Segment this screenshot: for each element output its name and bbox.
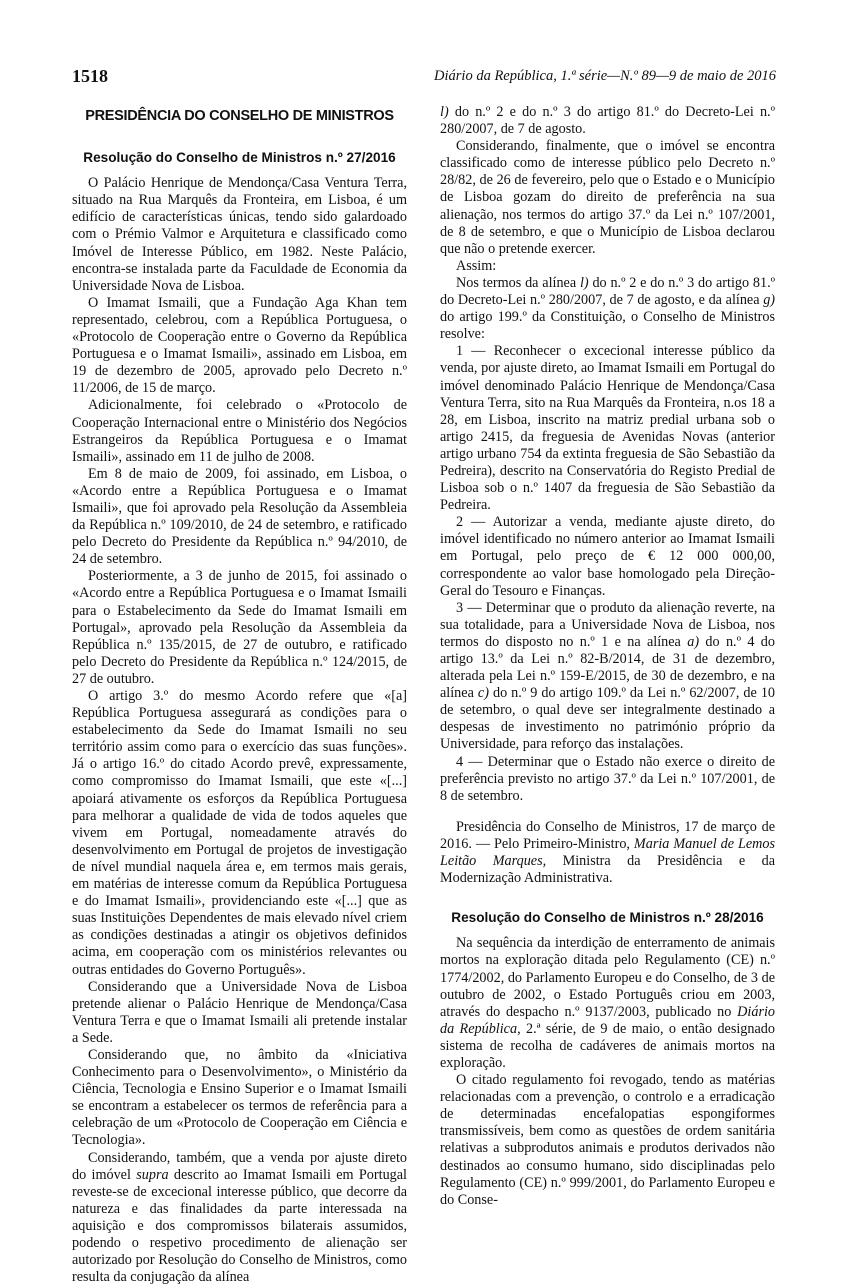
paragraph: O Palácio Henrique de Mendonça/Casa Ventura Terra, situado na Rua Marquês da Fronteira, em Lisboa, é um edifício de características únicas, tendo sido galardoado com o Prémio Valmor e Arquitetura e classificado como Imóvel de Interesse Público, em 1982. Neste Palácio, encontra-se instalada parte da Faculdade de Economia da Universidade Nova de Lisboa. [72, 175, 407, 294]
paragraph: Considerando que, no âmbito da «Iniciativa Conhecimento para o Desenvolvimento», o Ministério da Ciência, Tecnologia e Ensino Superior e o Imamat Ismaili se encontram a estabelecer os termos de referência para a celebração de um «Protocolo de Cooperação em Ciência e Tecnologia». [72, 1046, 407, 1149]
paragraph: O artigo 3.º do mesmo Acordo refere que «[a] República Portuguesa assegurará as condições para o estabelecimento da Sede do Imamat Ismaili no seu território assim como para o exercício das suas funções». Já o artigo 16.º do citado Acordo prevê, expressamente, como compromisso do Imamat Ismaili, que este «[...] apoiará ativamente os esforços da República Portuguesa para melhorar a qualidade de vida de todos aqueles que vivem em Portugal, nomeadamente através do desenvolvimento em Portugal de projetos de investigação de nível mundial naquela área e, em termos mais gerais, em matérias de interesse comum da República Portuguesa e do Imamat Ismaili», providenciando este «[...] que as suas Instituições Dependentes de mais elevado nível criem as condições destinadas a atingir os objetivos definidos acima, em cooperação com os ministérios relevantes ou outras entidades do Governo Português». [72, 688, 407, 978]
resolution-27-title: Resolução do Conselho de Ministros n.º 27/2016 [83, 150, 396, 166]
signature: Presidência do Conselho de Ministros, 17 de março de 2016. — Pelo Primeiro-Ministro, Maria Manuel de Lemos Leitão Marques, Ministra da Presidência e da Modernização Administrativa. [440, 818, 776, 887]
paragraph: Considerando que a Universidade Nova de Lisboa pretende alienar o Palácio Henrique de Mendonça/Casa Ventura Terra e que o Imamat Ismaili ali pretende instalar a Sede. [72, 978, 407, 1046]
legal-basis: Nos termos da alínea l) do n.º 2 e do n.º 3 do artigo 81.º do Decreto-Lei n.º 280/2007, de 7 de agosto, e da alínea g) do artigo 199.º da Constituição, o Conselho de Ministros resolve: [440, 274, 776, 343]
signatory-name: Maria Manuel de Lemos Leitão Marques, [440, 835, 776, 870]
page-number: 1518 [72, 66, 108, 86]
paragraph: Na sequência da interdição de enterramento de animais mortos na exploração ditada pelo Regulamento (CE) n.º 1774/2002, do Parlamento Europeu e do Conselho, de 3 de outubro de 2002, o Estado Português criou em 2003, através do despacho n.º 9137/2003, publicado no Diário da República, 2.ª série, de 9 de maio, o então designado sistema de recolha de cadáveres de animais mortos na exploração. [440, 935, 776, 1071]
paragraph-continuation: l) do n.º 2 e do n.º 3 do artigo 81.º do Decreto-Lei n.º 280/2007, de 7 de agosto. [440, 104, 775, 138]
item-2: 2 — Autorizar a venda, mediante ajuste direto, do imóvel identificado no número anterior ao Imamat Ismaili em Portugal, pelo preço de € 12 000 000,00, correspondente ao valor base homologado pela Direção-Geral do Tesouro e Finanças. [440, 514, 775, 599]
paragraph: O citado regulamento foi revogado, tendo as matérias relacionadas com a prevenção, o controlo e a erradicação de determinadas encefalopatias espongiformes transmissíveis, bem como as questões de ordem sanitária relativas a subprodutos animais e produtos derivados não destinados ao consumo humano, sido disciplinadas pelo Regulamento (CE) n.º 999/2001, do Parlamento Europeu e do Conse- [440, 1072, 775, 1208]
paragraph: O Imamat Ismaili, que a Fundação Aga Khan tem representado, celebrou, com a República Portuguesa, o «Protocolo de Cooperação entre o Governo da República Portuguesa e o Imamat Ismaili», assinado em Lisboa, em 19 de dezembro de 2005, aprovado pelo Decreto n.º 11/2006, de 15 de março. [72, 294, 407, 397]
section-title: PRESIDÊNCIA DO CONSELHO DE MINISTROS [85, 108, 394, 124]
paragraph: Em 8 de maio de 2009, foi assinado, em Lisboa, o «Acordo entre a República Portuguesa e o Imamat Ismaili», que foi aprovado pela Resolução da Assembleia da República n.º 109/2010, de 24 de setembro, e ratificado pelo Decreto do Presidente da República n.º 94/2010, de 24 de setembro. [72, 465, 407, 568]
paragraph: Posteriormente, a 3 de junho de 2015, foi assinado o «Acordo entre a República Portuguesa e o Imamat Ismaili para o Estabelecimento da Sede do Imamat Ismaili em Portugal», aprovado pela Resolução da Assembleia da República n.º 135/2015, de 27 de outubro, e ratificado pelo Decreto do Presidente da República n.º 124/2015, de 27 de outubro. [72, 568, 407, 687]
running-header: Diário da República, 1.ª série—N.º 89—9 de maio de 2016 [434, 68, 776, 84]
paragraph: Considerando, finalmente, que o imóvel se encontra classificado como de interesse público pelo Decreto n.º 28/82, de 26 de fevereiro, pelo que o Estado e o Município de Lisboa gozam do direito de preferência na sua alienação, nos termos do artigo 37.º da Lei n.º 107/2001, de 8 de setembro, e que o Município de Lisboa declarou que não o pretende exercer. [440, 138, 775, 257]
paragraph-continued: Considerando, também, que a venda por ajuste direto do imóvel supra descrito ao Imamat Ismaili em Portugal reveste-se de excecional interesse público, que decorre da natureza e das finalidades da parte interessada na aquisição e dos compromissos bilaterais assumidos, podendo o respetivo procedimento de alienação ser autorizado por Resolução do Conselho de Ministros, como resulta da conjugação da alínea [72, 1149, 407, 1286]
right-column [440, 104, 775, 1209]
assim-label: Assim: [456, 257, 497, 274]
paragraph: Adicionalmente, foi celebrado o «Protocolo de Cooperação Internacional entre o Ministério dos Negócios Estrangeiros da República Portuguesa e o Imamat Ismaili», assinado em 11 de julho de 2008. [72, 397, 407, 465]
italic-term: supra [136, 1166, 169, 1183]
left-column [72, 104, 407, 1286]
resolution-28-title: Resolução do Conselho de Ministros n.º 28/2016 [451, 910, 764, 926]
item-3: 3 — Determinar que o produto da alienação reverte, na sua totalidade, para a Universidade Nova de Lisboa, nos termos do disposto no n.º 1 e na alínea a) do n.º 4 do artigo 13.º da Lei n.º 82-B/2014, de 31 de dezembro, alterada pela Lei n.º 159-E/2015, de 30 de dezembro, e na alínea c) do n.º 9 do artigo 109.º da Lei n.º 62/2007, de 10 de setembro, o qual deve ser integralmente destinado a despesas de investimento no património próprio da Universidade, para reforço das instalações. [440, 599, 776, 753]
item-4: 4 — Determinar que o Estado não exerce o direito de preferência previsto no artigo 37.º da Lei n.º 107/2001, de 8 de setembro. [440, 753, 775, 804]
item-1: 1 — Reconhecer o excecional interesse público da venda, por ajuste direto, ao Imamat Ismaili em Portugal do imóvel denominado Palácio Henrique de Mendonça/Casa Ventura Terra, sito na Rua Marquês da Fronteira, n.os 18 a 28, em Lisboa, inscrito na matriz predial urbana sob o artigo 2415, da freguesia de Avenidas Novas (anterior artigo urbano 754 da extinta freguesia de São Sebastião da Pedreira), descrito na Conservatória do Registo Predial de Lisboa sob o n.º 1407 da freguesia de São Sebastião da Pedreira. [440, 343, 775, 514]
